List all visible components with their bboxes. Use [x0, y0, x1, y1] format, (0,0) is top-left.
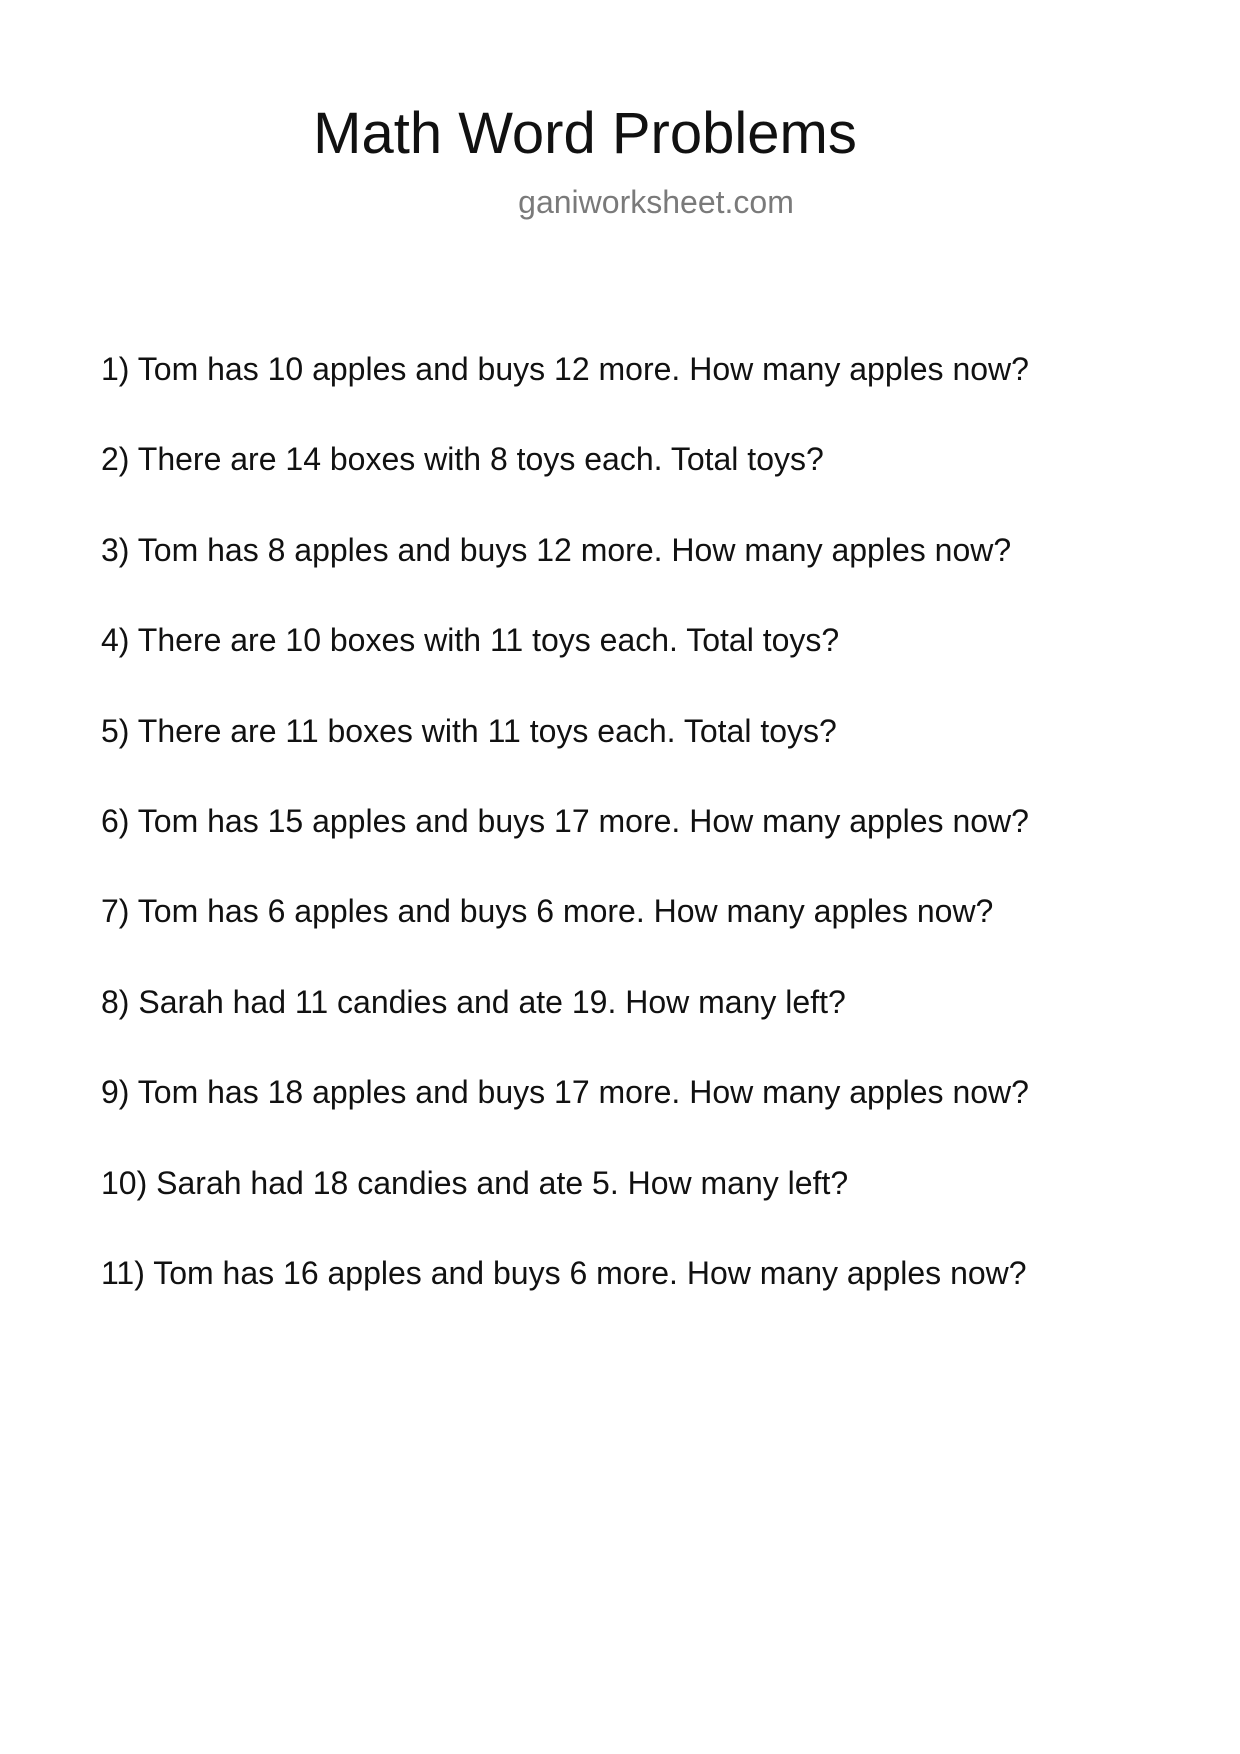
- problem-11: 11) Tom has 16 apples and buys 6 more. How many apples now?: [101, 1254, 1027, 1291]
- page-title: Math Word Problems: [313, 101, 857, 166]
- problem-3: 3) Tom has 8 apples and buys 12 more. How many apples now?: [101, 531, 1012, 568]
- problem-4: 4) There are 10 boxes with 11 toys each. Total toys?: [101, 622, 840, 659]
- source-website: ganiworksheet.com: [518, 184, 794, 220]
- problem-9: 9) Tom has 18 apples and buys 17 more. How many apples now?: [101, 1074, 1029, 1111]
- problem-list: [101, 350, 1029, 1344]
- problem-10: 10) Sarah had 18 candies and ate 5. How many left?: [101, 1164, 849, 1201]
- problem-6: 6) Tom has 15 apples and buys 17 more. How many apples now?: [101, 802, 1029, 839]
- problem-2: 2) There are 14 boxes with 8 toys each. Total toys?: [101, 441, 824, 478]
- problem-1: 1) Tom has 10 apples and buys 12 more. How many apples now?: [101, 351, 1029, 387]
- problem-7: 7) Tom has 6 apples and buys 6 more. How many apples now?: [101, 893, 994, 930]
- problem-8: 8) Sarah had 11 candies and ate 19. How many left?: [101, 983, 846, 1020]
- problem-5: 5) There are 11 boxes with 11 toys each. Total toys?: [101, 712, 837, 749]
